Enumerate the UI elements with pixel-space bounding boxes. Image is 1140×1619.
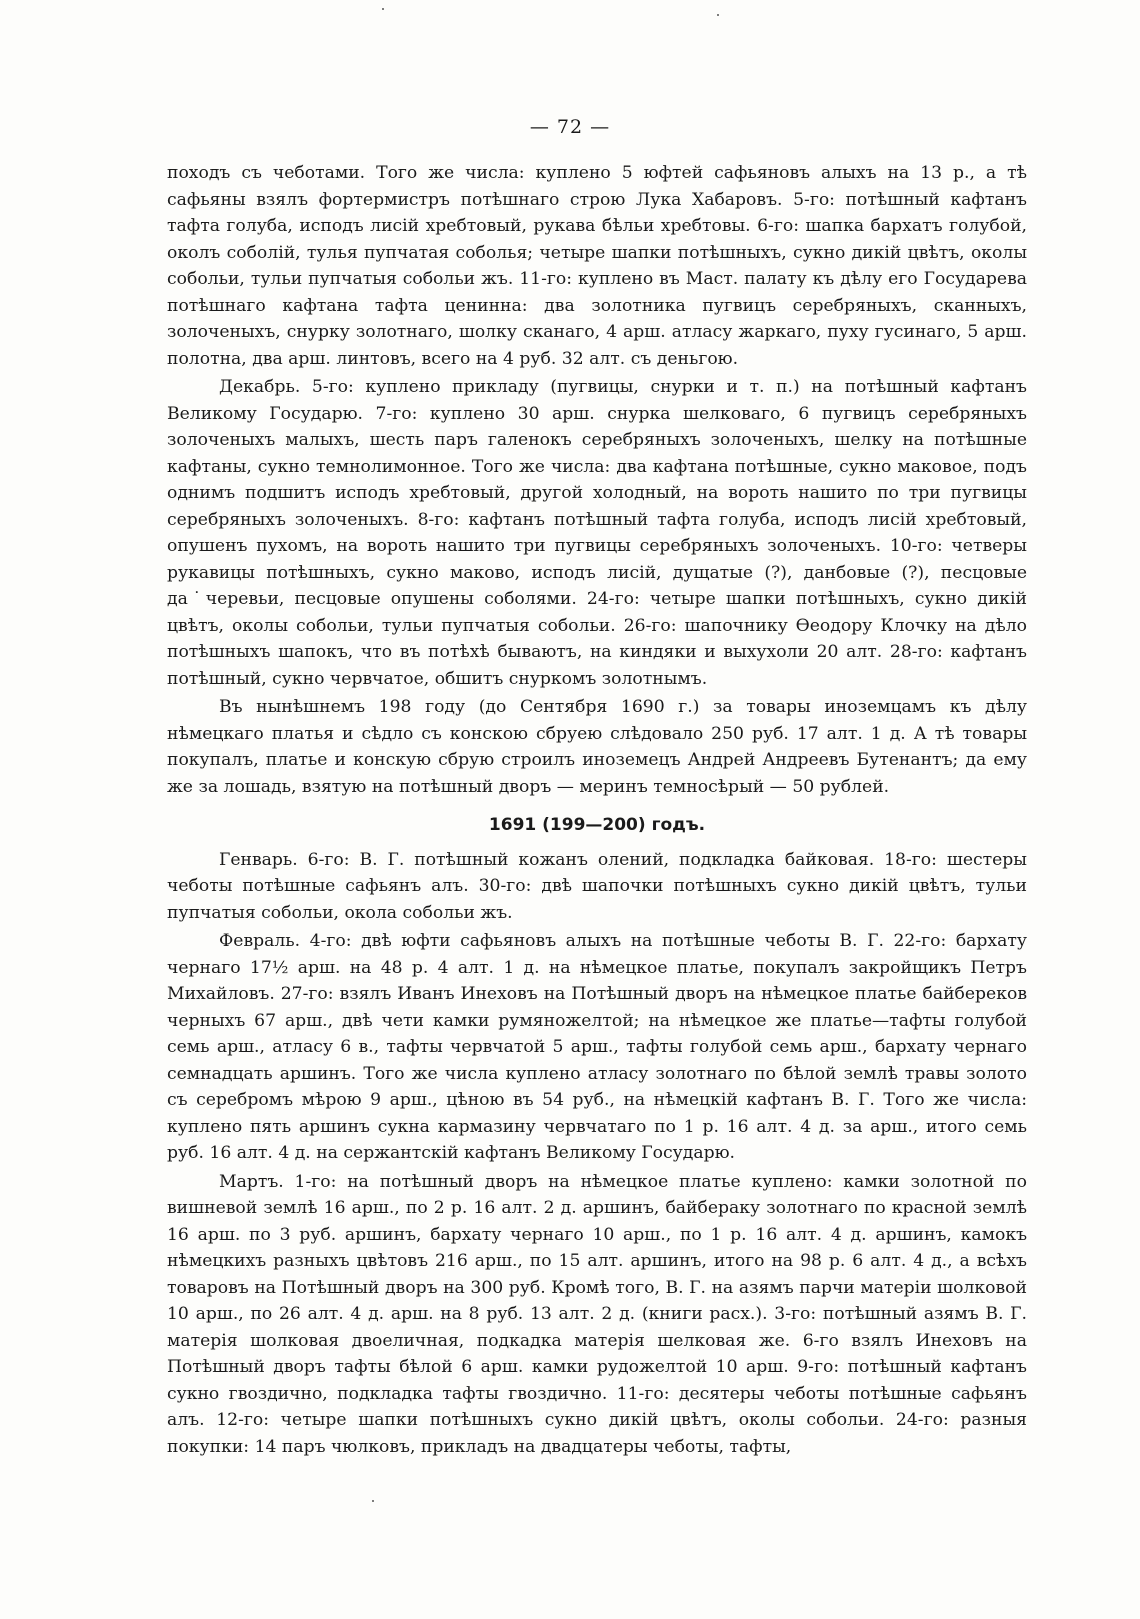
scan-speck: [382, 8, 384, 10]
paragraph: Февраль. 4-го: двѣ юфти сафьяновъ алыхъ на потѣшные чеботы В. Г. 22-го: бархату чернаго 17½ арш. на 48 р. 4 алт. 1 д. на нѣмецкое платье, покупалъ закройщикъ Петръ Михайловъ. 27-го: взялъ Иванъ Инеховъ на Потѣшный дворъ на нѣмецкое платье байбереков черныхъ 67 арш., двѣ чети камки румяножелтой; на нѣмецкое же платье—тафты голубой семь арш., атласу 6 в., тафты червчатой 5 арш., тафты голубой семь арш., бархату чернаго семнадцать аршинъ. Того же числа куплено атласу золотнаго по бѣлой землѣ травы золото съ серебромъ мѣрою 9 арш., цѣною въ 54 руб., на нѣмецкій кафтанъ В. Г. Того же числа: куплено пять аршинъ сукна кармазину червчатаго по 1 р. 16 алт. 4 д. за арш., итого семь руб. 16 алт. 4 д. на сержантскій кафтанъ Великому Государю.: [167, 931, 1027, 1163]
paragraph: Генварь. 6-го: В. Г. потѣшный кожанъ олений, подкладка байковая. 18-го: шестеры чеботы потѣшные сафьянъ алъ. 30-го: двѣ шапочки потѣшныхъ сукно дикій цвѣтъ, тульи пупчатыя собольи, окола собольи жъ.: [167, 849, 1027, 923]
page-number: — 72 —: [529, 116, 611, 138]
scan-speck: [717, 14, 719, 16]
paragraph: походъ съ чеботами. Того же числа: куплено 5 юфтей сафьяновъ алыхъ на 13 р., а тѣ сафьяны взялъ фортермистръ потѣшнаго строю Лука Хабаровъ. 5-го: потѣшный кафтанъ тафта голуба, исподъ лисій хребтовый, рукава бѣльи хребтовы. 6-го: шапка бархатъ голубой, околъ соболій, тулья пупчатая соболья; четыре шапки потѣшныхъ, сукно дикій цвѣтъ, околы собольи, тульи пупчатыя собольи жъ. 11-го: куплено въ Маст. палату къ дѣлу его Государева потѣшнаго кафтана тафта ценинна: два золотника пугвицъ серебряныхъ, сканныхъ, золоченыхъ, снурку золотнаго, шолку сканаго, 4 арш. атласу жаркаго, пуху гусинаго, 5 арш. полотна, два арш. линтовъ, всего на 4 руб. 32 алт. съ деньгою.: [167, 163, 1027, 369]
scan-speck: [372, 1500, 374, 1502]
paragraph: Мартъ. 1-го: на потѣшный дворъ на нѣмецкое платье куплено: камки золотной по вишневой землѣ 16 арш., по 2 р. 16 алт. 2 д. аршинъ, байбераку золотнаго по красной землѣ 16 арш. по 3 руб. аршинъ, бархату чернаго 10 арш., по 1 р. 16 алт. 4 д. аршинъ, камокъ нѣмецкихъ разныхъ цвѣтовъ 216 арш., по 15 алт. аршинъ, итого на 98 р. 6 алт. 4 д., а всѣхъ товаровъ на Потѣшный дворъ на 300 руб. Кромѣ того, В. Г. на азямъ парчи матеріи шолковой 10 арш., по 26 алт. 4 д. арш. на 8 руб. 13 алт. 2 д. (книги расх.). 3-го: потѣшный азямъ В. Г. матерія шолковая двоеличная, подкадка матерія шелковая же. 6-го взялъ Инеховъ на Потѣшный дворъ тафты бѣлой 6 арш. камки рудожелтой 10 арш. 9-го: потѣшный кафтанъ сукно гвоздично, подкладка тафты гвоздично. 11-го: десятеры чеботы потѣшные сафьянъ алъ. 12-го: четыре шапки потѣшныхъ сукно дикій цвѣтъ, околы собольи. 24-го: разныя покупки: 14 паръ чюлковъ, прикладъ на двадцатеры чеботы, тафты,: [167, 1171, 1027, 1457]
section-heading: 1691 (199—200) годъ.: [488, 815, 706, 835]
paragraph: Въ нынѣшнемъ 198 году (до Сентября 1690 г.) за товары иноземцамъ къ дѣлу нѣмецкаго платья и сѣдло съ конскою сбруею слѣдовало 250 руб. 17 алт. 1 д. А тѣ товары покупалъ, платье и конскую сбрую строилъ иноземецъ Андрей Андреевъ Бутенантъ; да ему же за лошадь, взятую на потѣшный дворъ — меринъ темносѣрый — 50 рублей.: [167, 697, 1027, 797]
body-text: [167, 160, 1027, 1462]
paragraph: Декабрь. 5-го: куплено прикладу (пугвицы, снурки и т. п.) на потѣшный кафтанъ Великому Государю. 7-го: куплено 30 арш. снурка шелковаго, 6 пугвицъ серебряныхъ золоченыхъ малыхъ, шесть паръ галенокъ серебряныхъ золоченыхъ, шелку на потѣшные кафтаны, сукно темнолимонное. Того же числа: два кафтана потѣшные, сукно маковое, подъ однимъ подшитъ исподъ хребтовый, другой холодный, на вороть нашито по три пугвицы серебряныхъ золоченыхъ. 8-го: кафтанъ потѣшный тафта голуба, исподъ лисій хребтовый, опушенъ пухомъ, на вороть нашито три пугвицы серебряныхъ золоченыхъ. 10-го: четверы рукавицы потѣшныхъ, сукно маково, исподъ лисій, дущатые (?), данбовые (?), песцовые да˙черевьи, песцовые опушены соболями. 24-го: четыре шапки потѣшныхъ, сукно дикій цвѣтъ, околы собольи, тульи пупчатыя собольи. 26-го: шапочнику Ѳеодору Клочку на дѣло потѣшныхъ шапокъ, что въ потѣхѣ бываютъ, на киндяки и выхухоли 20 алт. 28-го: кафтанъ потѣшный, сукно червчатое, обшитъ снуркомъ золотнымъ.: [167, 377, 1027, 689]
